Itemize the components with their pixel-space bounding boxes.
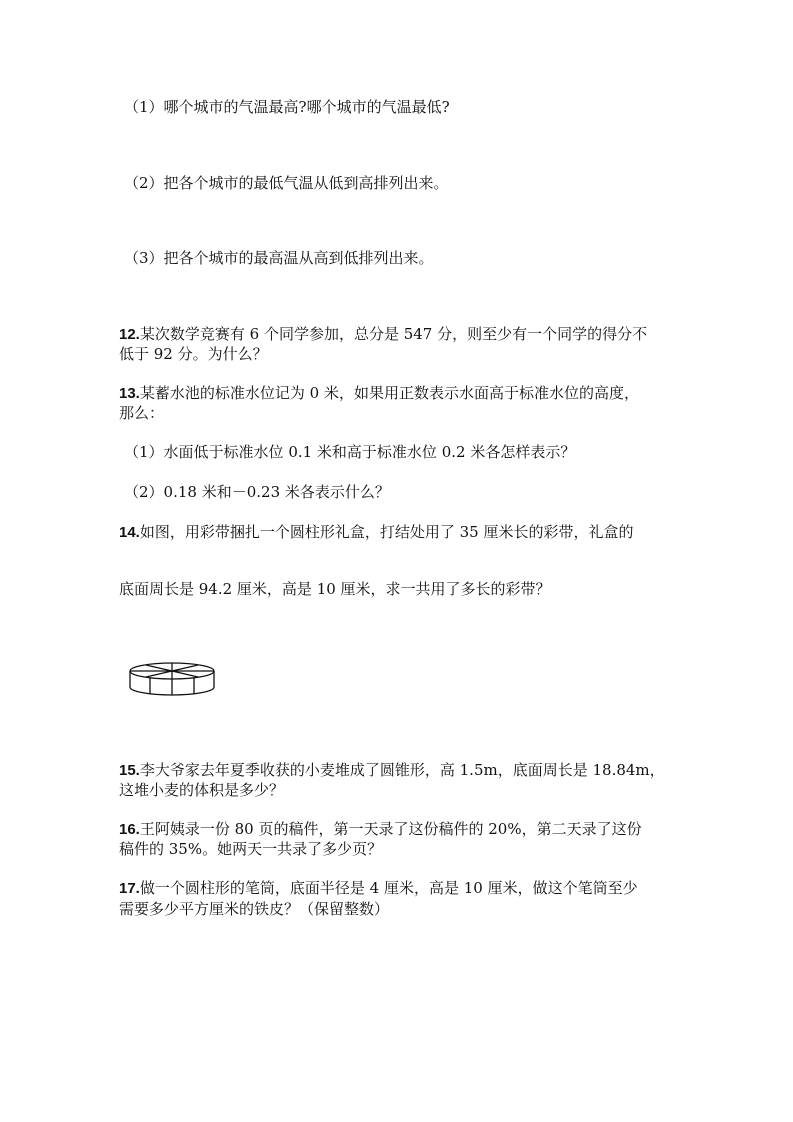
q13-sub1: （1）水面低于标准水位 0.1 米和高于标准水位 0.2 米各怎样表示？ (124, 443, 576, 461)
q11-sub3: （3）把各个城市的最高温从高到低排列出来。 (124, 249, 434, 267)
q11-sub2: （2）把各个城市的最低气温从低到高排列出来。 (124, 174, 449, 192)
q14-line2: 底面周长是 94.2 厘米，高是 10 厘米，求一共用了多长的彩带？ (119, 580, 551, 598)
q12-text-1: 某次数学竞赛有 6 个同学参加，总分是 547 分，则至少有一个同学的得分不 (139, 325, 648, 343)
q16-number: 16. (119, 821, 140, 838)
q14-line1 (119, 521, 634, 544)
q14-number: 14. (119, 524, 140, 541)
q17-line1 (119, 877, 638, 900)
q15-number: 15. (119, 762, 140, 779)
q13-text-1: 某蓄水池的标准水位记为 0 米，如果用正数表示水面高于标准水位的高度， (139, 384, 639, 402)
q12-number: 12. (119, 326, 140, 343)
q16-text-1: 王阿姨录一份 80 页的稿件，第一天录了这份稿件的 20%，第二天录了这份 (139, 820, 642, 838)
q16-line2: 稿件的 35%。她两天一共录了多少页？ (119, 840, 383, 858)
q17-line2: 需要多少平方厘米的铁皮？（保留整数） (119, 900, 390, 918)
q13-line2: 那么： (119, 404, 165, 422)
q15-text-1: 李大爷家去年夏季收获的小麦堆成了圆锥形，高 1.5m，底面周长是 18.84m， (139, 761, 665, 779)
q13-sub2: （2）0.18 米和－0.23 米各表示什么？ (124, 483, 390, 501)
q14-text-1: 如图，用彩带捆扎一个圆柱形礼盒，打结处用了 35 厘米长的彩带，礼盒的 (139, 523, 634, 541)
cylinder-gift-box-icon (126, 658, 218, 698)
q17-number: 17. (119, 880, 140, 897)
q11-sub1: （1）哪个城市的气温最高?哪个城市的气温最低? (124, 98, 450, 116)
q13-line1 (119, 382, 639, 405)
q17-text-1: 做一个圆柱形的笔筒，底面半径是 4 厘米，高是 10 厘米，做这个笔筒至少 (139, 879, 638, 897)
q13-number: 13. (119, 385, 140, 402)
q12-line2: 低于 92 分。为什么？ (119, 345, 268, 363)
q15-line2: 这堆小麦的体积是多少？ (119, 781, 285, 799)
